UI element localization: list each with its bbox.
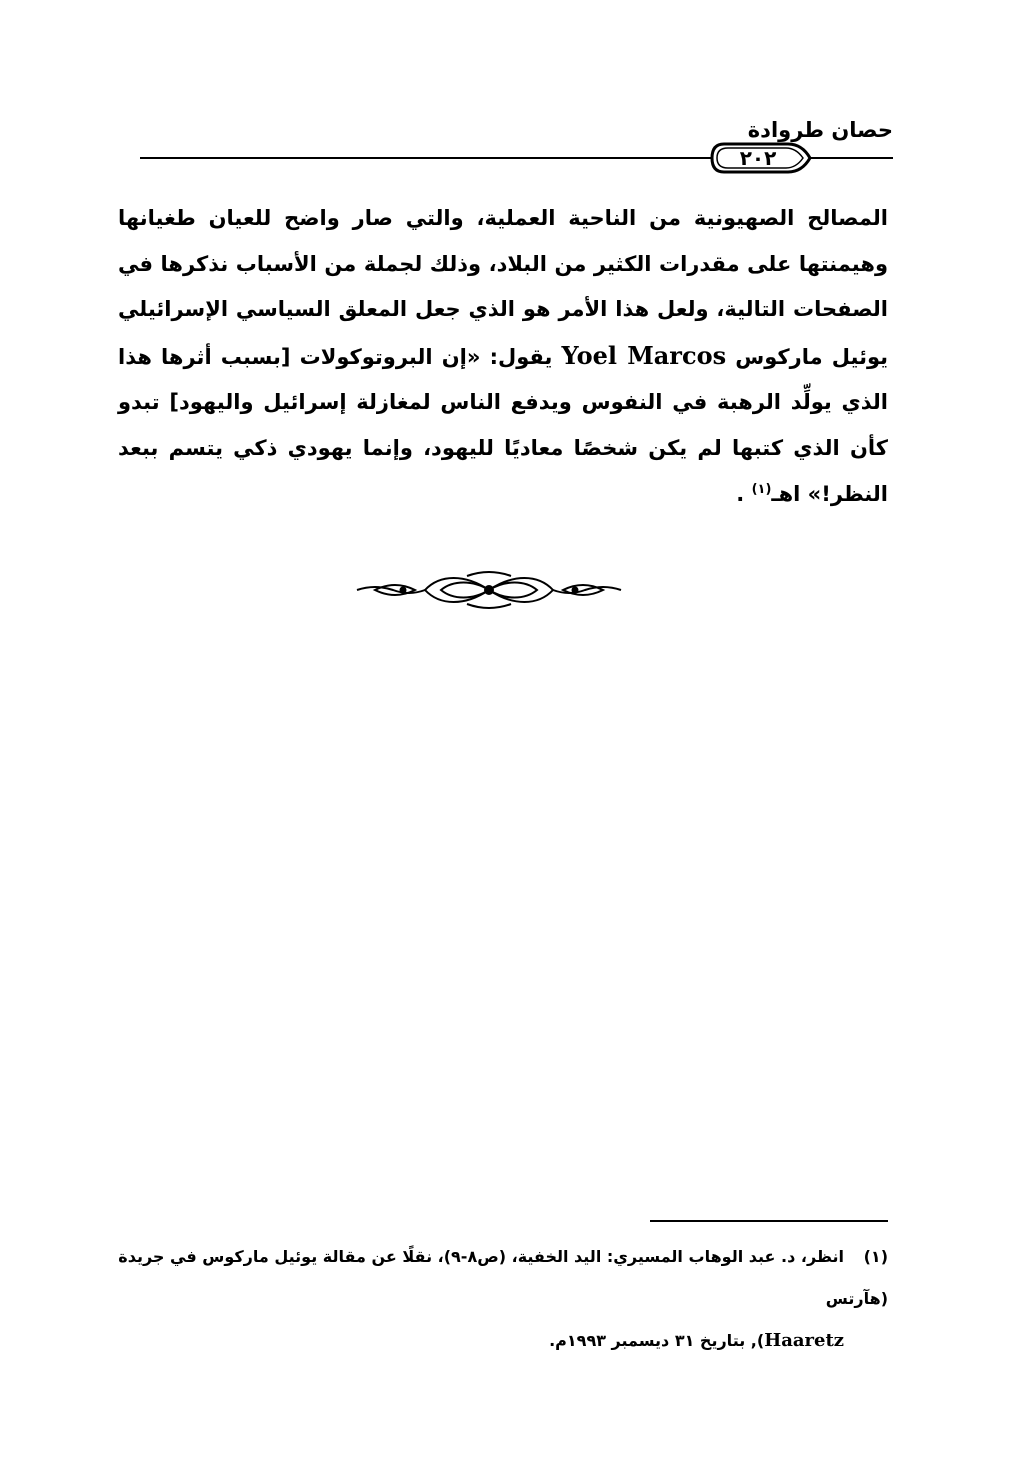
latin-name: Yoel Marcos bbox=[561, 340, 727, 370]
footnote bbox=[112, 1236, 888, 1362]
body-text-end: . bbox=[736, 481, 745, 506]
footnote-line-1: انظر، د. عبد الوهاب المسيري: اليد الخفية، (ص٨-٩)، نقلًا عن مقالة يوئيل ماركوس في جريدة (هآرتس bbox=[118, 1247, 888, 1308]
running-title: حصان طروادة bbox=[747, 118, 893, 142]
footnote-latin: Haaretz bbox=[764, 1330, 844, 1351]
arabesque-divider-icon bbox=[355, 570, 623, 610]
page-number-badge bbox=[710, 142, 820, 174]
page-number: ٢٠٢ bbox=[739, 146, 777, 170]
footnote-rule bbox=[650, 1220, 888, 1222]
body-text-part-1: المصالح الصهيونية من الناحية العملية، والتي صار واضح للعيان طغيانها وهيمنتها على مقدرات الكثير من البلاد، وذلك لجملة من الأسباب نذكرها في الصفحات التالية، ولعل هذا الأمر هو الذي جعل المعلق السياسي الإسرائيلي يوئيل ماركوس bbox=[118, 206, 889, 369]
body-paragraph bbox=[118, 196, 888, 517]
footnote-line-2-rest: ), بتاريخ ٣١ ديسمبر ١٩٩٣م. bbox=[549, 1331, 765, 1350]
body-text-part-2: يقول: «إن البروتوكولات [بسبب أثرها هذا الذي يولِّد الرهبة في النفوس ويدفع الناس لمغازلة إسرائيل واليهود] تبدو كأن الذي كتبها لم يكن شخصًا معاديًا لليهود، وإنما يهودي ذكي يتسم ببعد النظر!» اهـ bbox=[118, 344, 888, 506]
footnote-number: (١) bbox=[863, 1247, 888, 1266]
footnote-reference[interactable]: (١) bbox=[751, 481, 772, 497]
footnote-line-2 bbox=[112, 1320, 888, 1362]
